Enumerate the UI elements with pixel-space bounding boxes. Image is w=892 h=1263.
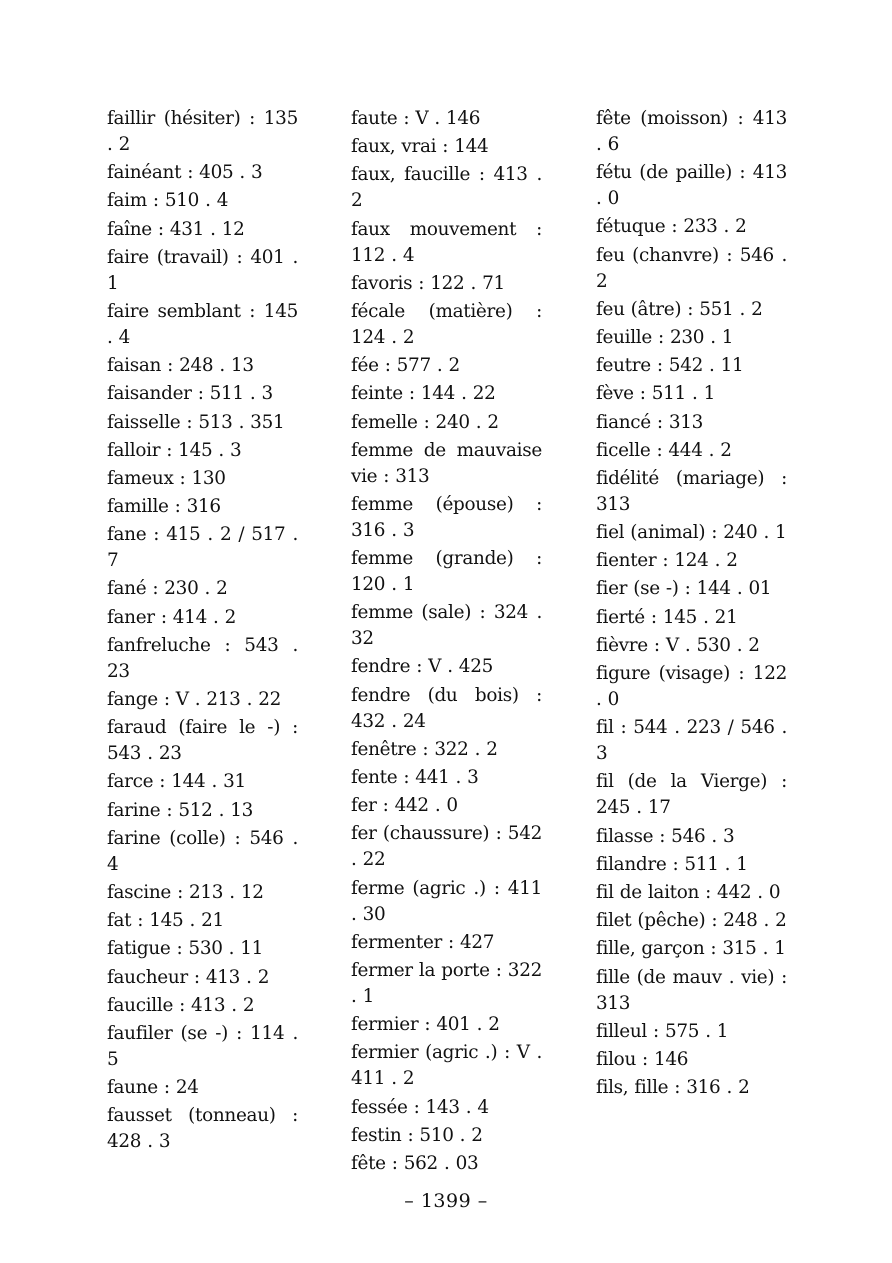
index-entry: fatigue : 530 . 11 (107, 938, 264, 960)
index-entry: feuille : 230 . 1 (596, 326, 734, 348)
index-entry: faîne : 431 . 12 (107, 218, 245, 240)
index-entry: fausset (tonneau) : 428 . 3 (107, 1105, 298, 1153)
page-number: – 1399 – (404, 1190, 488, 1212)
index-entry: fermenter : 427 (351, 931, 495, 953)
index-entry: fat : 145 . 21 (107, 910, 224, 932)
index-entry: fienter : 124 . 2 (596, 550, 738, 572)
index-entry: figure (visage) : 122 . 0 (596, 663, 787, 710)
index-entry: feutre : 542 . 11 (596, 355, 744, 377)
index-entry: fane : 415 . 2 / 517 . 7 (107, 524, 298, 572)
index-entry: fermier : 401 . 2 (351, 1014, 500, 1036)
index-entry: fermer la porte : 322 . 1 (351, 959, 542, 1007)
index-entry: falloir : 145 . 3 (107, 439, 242, 461)
index-entry: fée : 577 . 2 (351, 355, 460, 377)
index-entry: fétu (de paille) : 413 . 0 (596, 162, 787, 210)
index-entry: faufiler (se -) : 114 . 5 (107, 1022, 298, 1070)
index-entry: fil (de la Vierge) : 245 . 17 (596, 771, 787, 819)
index-entry: fiancé : 313 (596, 411, 704, 433)
index-entry: feu (chanvre) : 546 . 2 (596, 244, 787, 292)
index-entry: ficelle : 444 . 2 (596, 439, 732, 461)
index-entry: fainéant : 405 . 3 (107, 162, 263, 184)
index-entry: faner : 414 . 2 (107, 606, 237, 628)
index-entry: femme (grande) : 120 . 1 (351, 548, 542, 596)
index-entry: faux mouvement : 112 . 4 (351, 218, 542, 266)
index-entry: fameux : 130 (107, 467, 226, 489)
index-entry: fange : V . 213 . 22 (107, 689, 282, 710)
index-entry: farce : 144 . 31 (107, 771, 246, 793)
index-entry: fendre : V . 425 (351, 656, 493, 678)
index-entry: fête : 562 . 03 (351, 1152, 479, 1174)
index-entry: fente : 441 . 3 (351, 767, 479, 788)
index-entry: fierté : 145 . 21 (596, 606, 738, 628)
index-entry: faisander : 511 . 3 (107, 383, 273, 405)
index-entry: fétuque : 233 . 2 (596, 216, 747, 238)
index-entry: faraud (faire le -) : 543 . 23 (107, 717, 298, 765)
index-entry: faucille : 413 . 2 (107, 994, 255, 1016)
index-entry: faisan : 248 . 13 (107, 355, 254, 377)
index-entry: farine : 512 . 13 (107, 799, 254, 821)
index-entry: faisselle : 513 . 351 (107, 411, 285, 433)
index-entry: fascine : 213 . 12 (107, 881, 264, 903)
index-column-1 (107, 106, 298, 1157)
index-entry: femelle : 240 . 2 (351, 411, 499, 433)
index-entry: faune : 24 (107, 1077, 199, 1099)
index-entry: feinte : 144 . 22 (351, 383, 496, 405)
index-entry: faute : V . 146 (351, 108, 481, 129)
index-entry: fessée : 143 . 4 (351, 1096, 489, 1118)
index-entry: faire (travail) : 401 . 1 (107, 246, 298, 294)
index-entry: filleul : 575 . 1 (596, 1020, 729, 1042)
index-entry: farine (colle) : 546 . 4 (107, 827, 298, 875)
index-entry: filou : 146 (596, 1048, 689, 1070)
index-entry: fier (se -) : 144 . 01 (596, 578, 772, 600)
index-entry: fête (moisson) : 413 . 6 (596, 108, 787, 155)
index-entry: fiel (animal) : 240 . 1 (596, 522, 787, 544)
index-entry: famille : 316 (107, 496, 221, 518)
index-entry: fer (chaussure) : 542 . 22 (351, 823, 542, 871)
index-entry: fenêtre : 322 . 2 (351, 738, 498, 760)
index-entry: fermier (agric .) : V . 411 . 2 (351, 1042, 542, 1090)
index-entry: faillir (hésiter) : 135 . 2 (107, 108, 298, 155)
index-entry: fil de laiton : 442 . 0 (596, 881, 781, 903)
index-entry: fille (de mauv . vie) : 313 (596, 966, 787, 1014)
index-entry: faux, faucille : 413 . 2 (351, 164, 542, 212)
index-column-3 (596, 106, 787, 1103)
index-entry: fer : 442 . 0 (351, 795, 458, 817)
index-entry: faux, vrai : 144 (351, 136, 489, 158)
index-entry: filet (pêche) : 248 . 2 (596, 910, 787, 932)
index-entry: fanfreluche : 543 . 23 (107, 634, 298, 682)
index-entry: faucheur : 413 . 2 (107, 966, 270, 988)
index-entry: femme (épouse) : 316 . 3 (351, 493, 542, 541)
index-entry: fendre (du bois) : 432 . 24 (351, 684, 542, 732)
index-entry: fil : 544 . 223 / 546 . 3 (596, 717, 787, 765)
index-entry: festin : 510 . 2 (351, 1124, 483, 1146)
index-entry: fécale (matière) : 124 . 2 (351, 300, 542, 348)
index-entry: fève : 511 . 1 (596, 383, 715, 405)
index-entry: ferme (agric .) : 411 . 30 (351, 877, 542, 925)
index-column-2 (351, 106, 542, 1179)
index-entry: filandre : 511 . 1 (596, 853, 748, 875)
index-entry: fièvre : V . 530 . 2 (596, 634, 760, 656)
index-entry: fané : 230 . 2 (107, 578, 228, 600)
index-entry: fille, garçon : 315 . 1 (596, 938, 786, 960)
index-entry: feu (âtre) : 551 . 2 (596, 298, 763, 320)
index-entry: fidélité (mariage) : 313 (596, 467, 787, 515)
index-entry: faire semblant : 145 . 4 (107, 300, 298, 348)
index-entry: favoris : 122 . 71 (351, 272, 505, 294)
index-entry: fils, fille : 316 . 2 (596, 1077, 750, 1099)
index-entry: filasse : 546 . 3 (596, 825, 735, 847)
index-entry: femme (sale) : 324 . 32 (351, 602, 542, 650)
index-entry: faim : 510 . 4 (107, 190, 229, 212)
index-entry: femme de mauvaise vie : 313 (351, 439, 542, 487)
